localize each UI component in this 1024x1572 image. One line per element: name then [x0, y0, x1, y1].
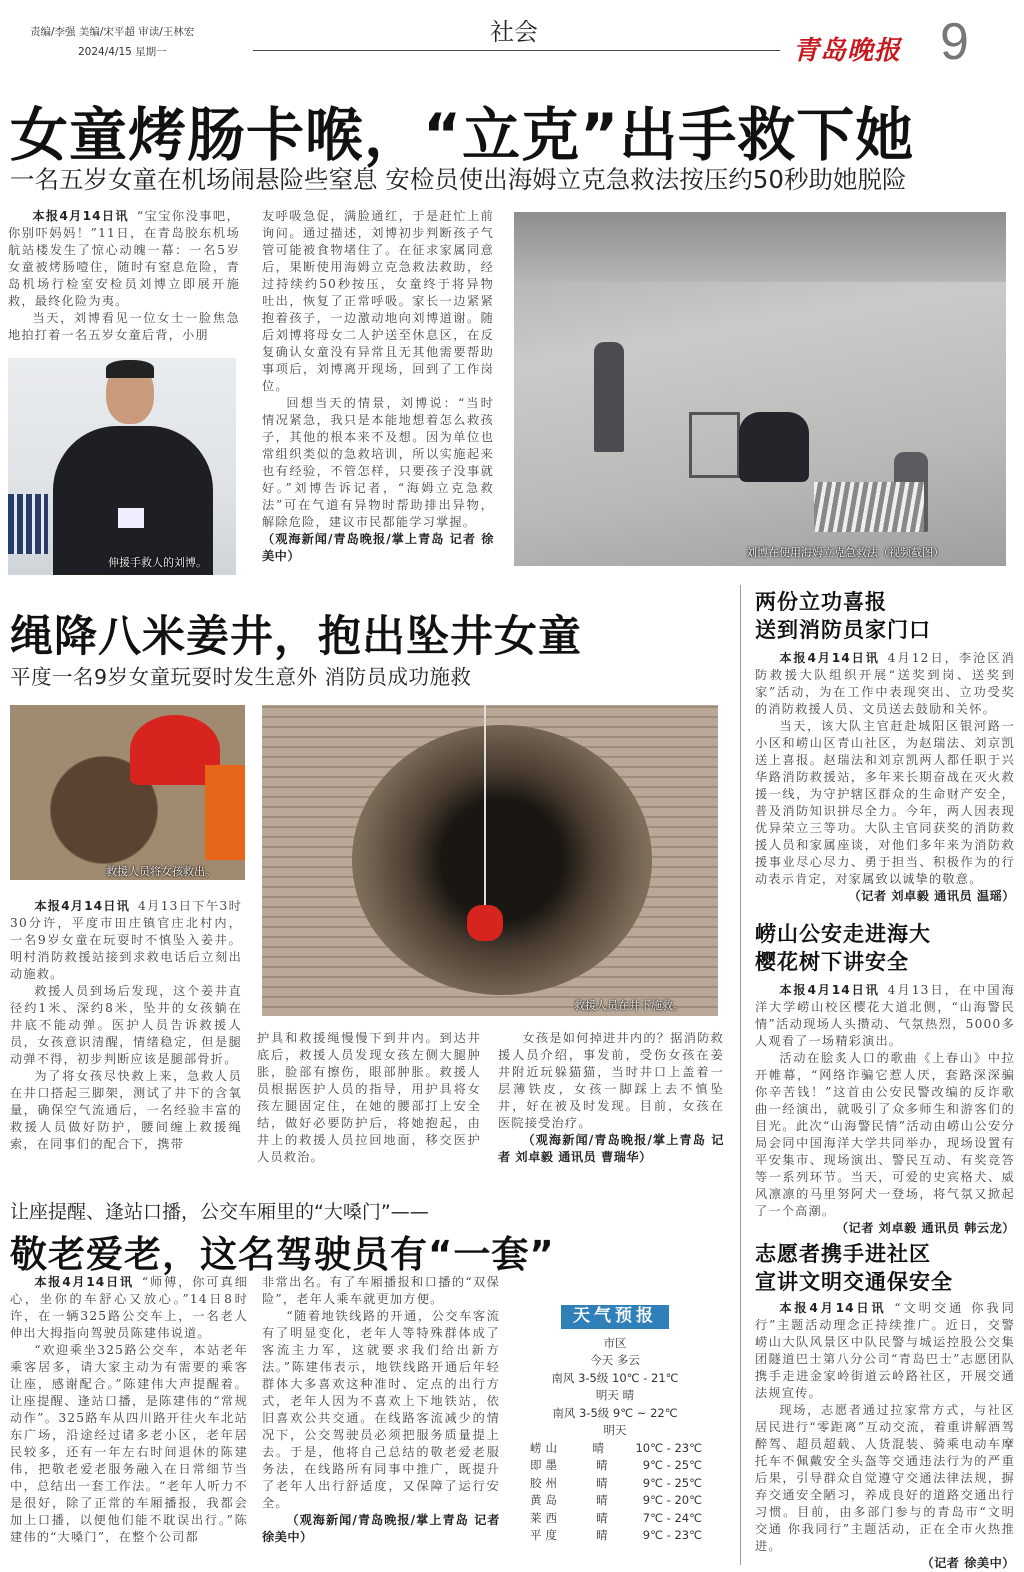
luggage-carts: [814, 482, 924, 532]
photo-security-officer: [8, 358, 236, 575]
masthead-rule: [253, 50, 780, 51]
photo-caption: 救援人员在井下施救。: [574, 999, 684, 1012]
paragraph: 4月13日，在中国海洋大学崂山校区樱花大道北侧，“山海警民情”活动现场人头攒动、气氛热烈，5000多人观看了一场精彩演出。: [755, 983, 1015, 1048]
weather-region-temp: 9℃ - 23℃: [642, 1528, 702, 1542]
paragraph: “欢迎乘坐325路公交车，本站老年乘客居多，请大家主动为有需要的乘客让座，感谢配合。”陈建伟大声提醒着。让座提醒、逢站口播，是陈建伟的“常规动作”。325路车从四川路开往火车北站东广场，沿途经过诸多老小区，老年居民较多，还有一年左右时间退休的陈建伟，把敬老爱老服务融入在日常细节当中，总结出一套工作法。“老年人听力不是很好，除了正常的车厢播报，我都会加上口播，以便他们能不耽误出行。”陈建伟的“大嗓门”，在整个公司都: [10, 1343, 248, 1544]
weather-region-cond: 晴: [596, 1493, 608, 1507]
paragraph: “宝宝你没事吧，你别吓妈妈！”11日，在青岛胶东机场航站楼发生了惊心动魄一幕：一名5岁女童被烤肠噎住，随时有窒息危险，青岛机场行检室安检员刘博立即展开施救，最终化险为夷。: [8, 209, 240, 308]
weather-region-temp: 9℃ - 25℃: [642, 1475, 702, 1490]
byline: （观海新闻/青岛晚报/掌上青岛 记者 徐美中）: [262, 1513, 500, 1544]
well-shaft: [352, 725, 652, 995]
photo-airport-rescue: [514, 212, 1006, 566]
weather-region-cond: 晴: [596, 1458, 608, 1472]
side3-headline-line2: 宣讲文明交通保安全: [755, 1270, 953, 1294]
weather-title: 天气预报: [561, 1305, 669, 1329]
paragraph: 4月12日，李沧区消防救援大队组织开展“送奖到岗、送奖到家”活动，为在工作中表现突出、立功受奖的消防救援人员、文员送去鼓励和关怀。: [755, 651, 1015, 716]
weather-region-list: [520, 1440, 710, 1545]
weather-tomorrow: 明天 晴: [595, 1388, 635, 1402]
weather-region-cond: 晴: [596, 1528, 608, 1542]
article1-subheadline: 一名五岁女童在机场闹悬险些窒息 安检员使出海姆立克急救法按压约50秒助她脱险: [10, 165, 907, 194]
rescuer: [739, 412, 809, 482]
article3-column-1: [10, 1274, 248, 1546]
article2-column-3: [498, 1030, 724, 1166]
article3-headline: 敬老爱老，这名驾驶员有“一套”: [10, 1233, 555, 1276]
page-number: 9: [940, 13, 969, 71]
side-article-1: [755, 588, 1015, 905]
photo-caption: 救援人员将女孩救出。: [106, 865, 216, 878]
weather-region-cond: 晴: [596, 1475, 608, 1490]
weather-region-row: [520, 1492, 710, 1510]
weather-tomorrow-detail: 南风 3-5级 9℃ ~ 22℃: [552, 1405, 678, 1420]
weather-region-cond: 晴: [592, 1440, 604, 1455]
weather-region-row: [520, 1440, 710, 1458]
paragraph: 女孩是如何掉进井内的？据消防救援人员介绍，事发前，受伤女孩在姜井附近玩躲猫猫，当时井口上盖着一层薄铁皮，女孩一脚踩上去不慎坠井，好在被及时发现。目前，女孩在医院接受治疗。: [498, 1031, 724, 1130]
paragraph: 为了将女孩尽快救上来，急救人员在井口搭起三脚架，测试了井下的含氧量，确保空气流通后，一名经验丰富的救援人员做好防护，腰间缠上救援绳索，在同事们的配合下，携带: [10, 1069, 242, 1151]
side-article-3: [755, 1240, 1015, 1572]
side-article-2: [755, 920, 1015, 1237]
dateline: 本报4月14日讯: [34, 899, 130, 913]
paragraph: 现场，志愿者通过拉家常方式，与社区居民进行“零距离”互动交流，着重讲解酒驾醉驾、超员超载、人货混装、骑乘电动车摩托车不佩戴安全头盔等交通违法行为的严重后果，引导群众自觉遵守交通法律法规，摒弃交通安全陋习，养成良好的道路交通出行习惯。目前，由多部门参与的青岛市“文明交通 你我同行”主题活动，正在全市火热推进。: [755, 1403, 1015, 1553]
article2-column-1: [10, 898, 242, 1153]
byline: （记者 徐美中）: [921, 1556, 1015, 1570]
weather-region-name: 平度: [530, 1528, 561, 1542]
photo-caption: 刘博在使用海姆立克急救法（视频截图）: [746, 546, 944, 559]
photo-well-rescue: [262, 705, 718, 1016]
weather-region-name: 黄岛: [530, 1493, 561, 1507]
byline: （记者 刘卓毅 通讯员 温瑶）: [848, 889, 1015, 903]
side2-headline-line2: 樱花树下讲安全: [755, 950, 909, 974]
uniform: [53, 426, 213, 575]
weather-region-temp: 9℃ - 20℃: [642, 1493, 702, 1507]
dateline: 本报4月14日讯: [779, 1301, 887, 1315]
dateline: 本报4月14日讯: [779, 651, 880, 665]
weather-today-detail: 南风 3-5级 10℃ - 21℃: [551, 1370, 679, 1385]
article1-column-2: [262, 208, 494, 565]
editors-credit: 责编/李强 美编/宋平超 审读/王林宏: [30, 26, 195, 38]
paragraph: 回想当天的情景，刘博说：“当时情况紧急，我只是本能地想着怎么救孩子，其他的根本来不及想。因为单位也常组织类似的急救培训，所以实施起来也有经验，不管怎样，只要孩子没事就好。”刘博告诉记者，“海姆立克急救法”可在气道有异物时帮助排出异物，解除危险，建议市民都能学习掌握。: [262, 396, 494, 529]
paragraph: 护具和救援绳慢慢下到井内。到达井底后，救援人员发现女孩左侧大腿肿胀，脸部有擦伤，眼部肿胀。救援人员根据医护人员的指导，用护具将女孩左腿固定住，在她的腰部打上安全结，做好必要防护后，将她抱起，由井上的救援人员拉回地面，移交医护人员救治。: [257, 1031, 481, 1164]
paragraph: 当天，刘博看见一位女士一脸焦急地拍打着一名五岁女童后背，小朋: [8, 311, 240, 342]
weather-region-temp: 9℃ - 25℃: [642, 1458, 702, 1472]
article2-headline: 绳降八米姜井，抱出坠井女童: [10, 612, 582, 662]
paragraph: “文明交通 你我同行”主题活动理念正持续推广。近日，交警崂山大队风景区中队民警与城运控股公交集团隧道巴士第八分公司“青岛巴士”志愿团队携手走进金家岭街道云岭路社区，开展交通法规宣传。: [755, 1301, 1015, 1400]
article3-column-2: [262, 1274, 500, 1546]
paragraph: 友呼吸急促，满脸通红，于是赶忙上前询问。通过描述，刘博初步判断孩子气管可能被食物堵住了。在征求家属同意后，果断使用海姆立克急救法救助，经过持续约50秒按压，女童终于将异物吐出，恢复了正常呼吸。家长一边紧紧抱着孩子，一边激动地向刘博道谢。随后刘博将母女二人护送至休息区，在反复确认女童没有异常且无其他需要帮助事项后，刘博离开现场，回到了工作岗位。: [262, 209, 494, 393]
weather-region-name: 莱西: [530, 1510, 561, 1525]
article3-kicker: 让座提醒、逢站口播，公交车厢里的“大嗓门”——: [10, 1201, 429, 1223]
newspaper-logo: 青岛晚报: [793, 36, 902, 66]
weather-region-name: 胶州: [530, 1475, 561, 1490]
weather-city: 市区: [603, 1335, 627, 1350]
issue-date: 2024/4/15 星期一: [78, 46, 167, 58]
section-name: 社会: [490, 18, 538, 46]
dateline: 本报4月14日讯: [32, 209, 129, 223]
paragraph: 当天，该大队主官赶赴城阳区银河路一小区和崂山区青山社区，为赵瑞法、刘京凯送上喜报。赵瑞法和刘京凯两人都任职于兴华路消防救援站，多年来长期奋战在灭火救援一线，为守护辖区群众的生命财产安全，普及消防知识拼尽全力。今年，两人因表现优异荣立三等功。大队主官同获奖的消防救援人员和家属座谈，对他们多年来为消防救援事业尽心尽力、勇于担当、积极作为的行动表示肯定，对家属致以诚挚的敬意。: [755, 719, 1015, 886]
weather-region-row: [520, 1475, 710, 1493]
weather-region-name: 崂山: [530, 1440, 561, 1455]
article1-column-1: [8, 208, 240, 344]
weather-region-row: [520, 1527, 710, 1545]
weather-region-row: [520, 1510, 710, 1528]
weather-forecast-box: [520, 1305, 710, 1545]
weather-regions-label: 明天: [603, 1423, 627, 1437]
side1-headline-line1: 两份立功喜报: [755, 590, 887, 614]
side3-headline-line1: 志愿者携手进社区: [755, 1242, 931, 1266]
photo-girl-rescued: [10, 705, 245, 880]
side1-headline-line2: 送到消防员家门口: [755, 618, 931, 642]
paragraph: 活动在脍炙人口的歌曲《上春山》中拉开帷幕，“网络诈骗它惹人厌，套路深深骗你辛苦钱！”这首由公安民警改编的反诈歌曲一经演出，就吸引了众多师生和游客们的目光。此次“山海警民情”活动由崂山公安分局会同中国海洋大学共同举办，现场设置有平安集市、现场演出、警民互动、有奖竞答等一系列环节。当天，可爱的史宾格犬、威风凛凛的马里努阿犬一登场，将气氛又掀起了一个高潮。: [755, 1051, 1015, 1218]
weather-today: 今天 多云: [590, 1353, 640, 1367]
weather-region-temp: 10℃ - 23℃: [635, 1440, 702, 1455]
paragraph: “随着地铁线路的开通，公交车客流有了明显变化，老年人等特殊群体成了客流主力军，这就要求我们给出新方法。”陈建伟表示，地铁线路开通后年轻群体大多喜欢这种准时、定点的出行方式，老年人因为不喜欢上下地铁站，依旧喜欢公共交通。在线路客流减少的情况下，公交驾驶员必须把服务质量提上去。于是，他将自己总结的敬老爱老服务法，在线路所有同事中推广，既提升了老年人出行舒适度，又保障了运行安全。: [262, 1309, 500, 1510]
dateline: 本报4月14日讯: [34, 1275, 134, 1289]
article1-headline: 女童烤肠卡喉，“立克”出手救下她: [10, 101, 915, 169]
byline: （观海新闻/青岛晚报/掌上青岛 记者 徐美中）: [262, 532, 494, 563]
byline: （观海新闻/青岛晚报/掌上青岛 记者 刘卓毅 通讯员 曹瑞华）: [498, 1133, 724, 1164]
byline: （记者 刘卓毅 通讯员 韩云龙）: [835, 1221, 1015, 1235]
article2-subheadline: 平度一名9岁女童玩耍时发生意外 消防员成功施救: [10, 665, 472, 689]
article2-column-2: [257, 1030, 481, 1166]
luggage-cart: [689, 412, 740, 478]
paragraph: 4月13日下午3时30分许，平度市田庄镇官庄北村内，一名9岁女童在玩耍时不慎坠入姜井。明村消防救援站接到求救电话后立刻出动施救。: [10, 899, 242, 981]
rope: [484, 705, 486, 905]
weather-region-name: 即墨: [530, 1458, 561, 1472]
paragraph: 非常出名。有了车厢播报和口播的“双保险”，老年人乘车就更加方便。: [262, 1275, 500, 1306]
paragraph: 救援人员到场后发现，这个姜井直径约1米、深约8米，坠井的女孩躺在井底不能动弹。医护人员告诉救援人员，女孩意识清醒，情绪稳定，但是腿动弹不得，初步判断应该是腿部骨折。: [10, 984, 242, 1066]
rescuer-in-well: [467, 905, 503, 941]
side2-headline-line1: 崂山公安走进海大: [755, 922, 931, 946]
dateline: 本报4月14日讯: [779, 983, 880, 997]
weather-region-temp: 7℃ - 24℃: [642, 1510, 702, 1525]
weather-region-cond: 晴: [596, 1510, 608, 1525]
paragraph: “师傅，你可真细心，坐你的车舒心又放心。”14日8时许，在一辆325路公交车上，一名老人伸出大拇指向驾驶员陈建伟说道。: [10, 1275, 248, 1340]
photo-caption: 伸援手救人的刘博。: [108, 556, 207, 569]
weather-region-row: [520, 1457, 710, 1475]
column-divider: [740, 585, 741, 1565]
person: [594, 342, 624, 452]
